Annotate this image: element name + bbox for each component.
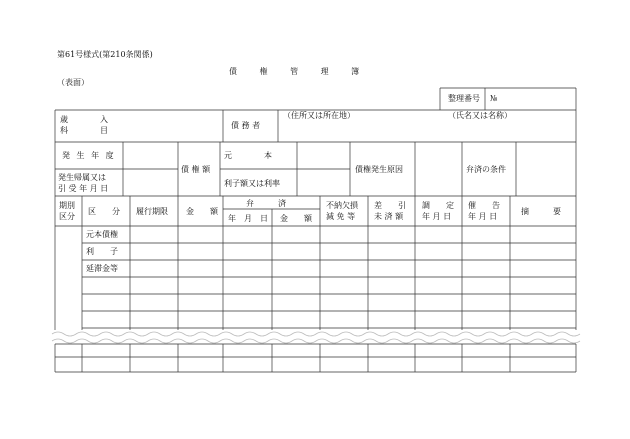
name-label: （氏名又は名称）	[448, 111, 512, 120]
kibetsu-label-2: 区分	[59, 212, 75, 221]
risoku-label: 利子額又は利率	[224, 179, 280, 188]
bensai-amount-header: 金 額	[280, 214, 312, 223]
chotei-header-2: 年 月 日	[422, 212, 452, 221]
page-title: 債 権 管 理 簿	[229, 67, 370, 76]
sabiki-header-1: 差 引	[374, 201, 406, 210]
form-number: 第61号様式(第210条関係)	[57, 50, 153, 59]
bensai-date-header: 年 月 日	[228, 214, 268, 223]
bensai-header: 弁 済	[246, 199, 286, 208]
sainyu-label-1: 歳 入	[60, 115, 108, 124]
tekiyo-header: 摘 要	[521, 207, 561, 216]
row-label-ganpon: 元本債権	[86, 230, 118, 239]
saiken-gaku-label: 債 権 額	[181, 165, 211, 174]
funo-header-1: 不納欠損	[326, 201, 358, 210]
bensai-joken-label: 弁済の条件	[466, 165, 506, 174]
address-label: （住所又は所在地）	[283, 111, 355, 120]
kingaku-header: 金 額	[186, 207, 218, 216]
kibetsu-label-1: 期別	[59, 201, 75, 210]
side-label: （表面）	[57, 78, 89, 87]
seiri-bango-label: 整理番号	[448, 94, 480, 103]
hassei-genin-label: 債権発生原因	[355, 165, 403, 174]
row-label-entaikin: 延滞金等	[86, 264, 118, 273]
sabiki-header-2: 未 済 額	[374, 212, 404, 221]
saimusha-label: 債 務 者	[231, 121, 261, 130]
ganpon-label: 元 本	[224, 151, 272, 160]
chotei-header-1: 調 定	[422, 201, 454, 210]
kizoku-label-2: 引 受 年 月 日	[58, 184, 109, 193]
row-label-risoku: 利 子	[86, 247, 118, 256]
seiri-bango-value: №	[490, 94, 498, 103]
kubun-header: 区 分	[88, 207, 120, 216]
sainyu-label-2: 科 目	[60, 126, 108, 135]
tokoku-header-1: 催 告	[468, 201, 500, 210]
hassei-nendo-label: 発 生 年 度	[62, 151, 116, 160]
kizoku-label-1: 発生帰属又は	[58, 173, 106, 182]
funo-header-2: 減 免 等	[326, 212, 356, 221]
rikou-kigen-header: 履行期限	[136, 207, 168, 216]
tokoku-header-2: 年 月 日	[468, 212, 498, 221]
